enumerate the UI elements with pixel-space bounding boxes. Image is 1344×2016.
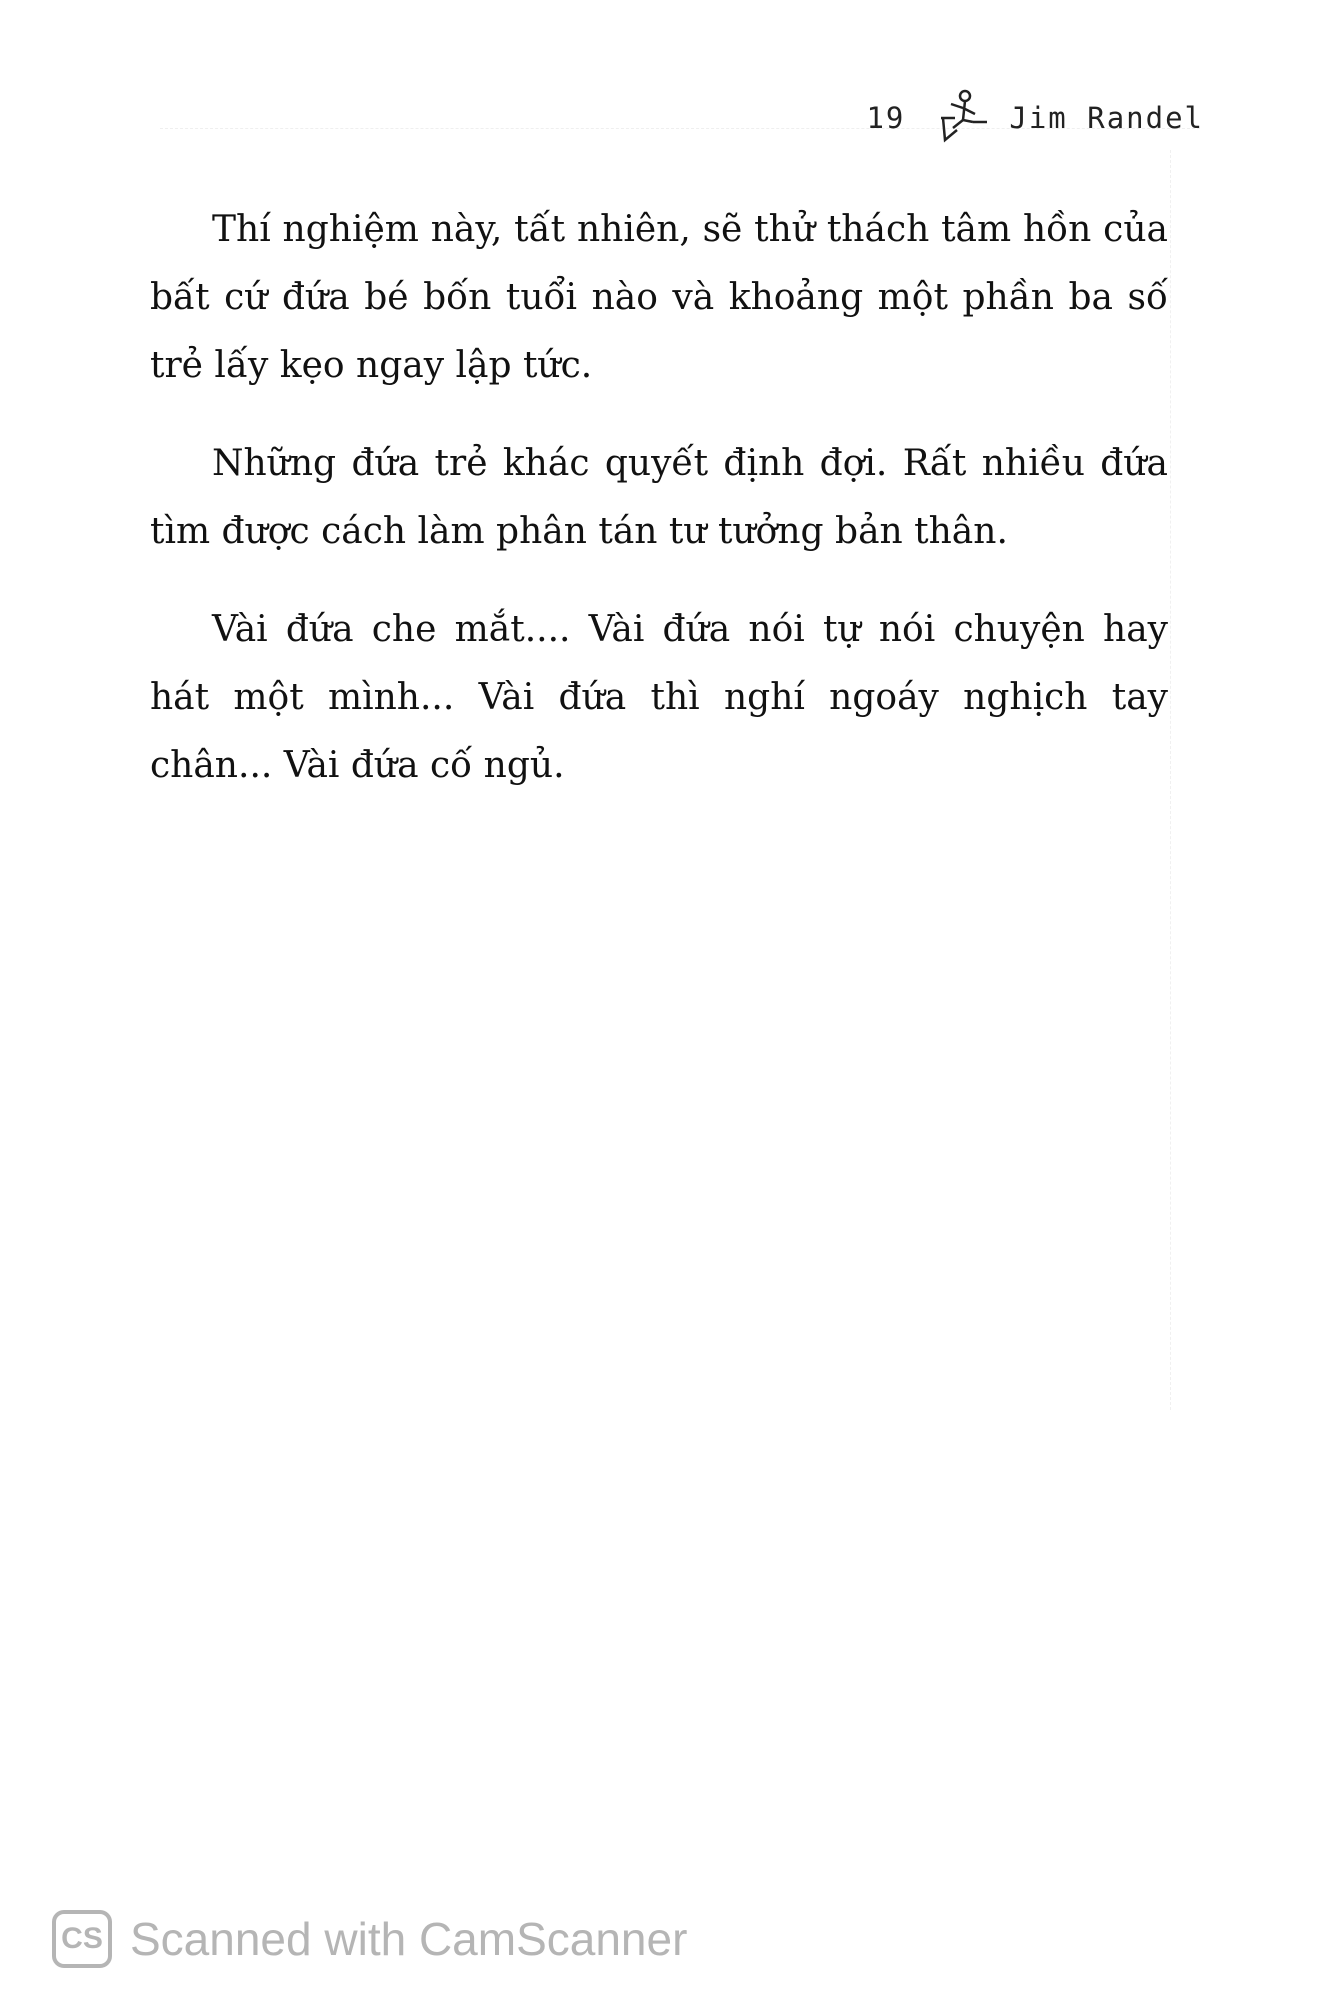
stick-figure-icon — [931, 88, 991, 148]
running-header — [866, 88, 1204, 148]
paragraph: Thí nghiệm này, tất nhiên, sẽ thử thách tâm hồn của bất cứ đứa bé bốn tuổi nào và khoảng một phần ba số trẻ lấy kẹo ngay lập tức. — [150, 209, 1168, 386]
scan-edge-right — [1170, 150, 1171, 1410]
body-text — [150, 196, 1168, 830]
watermark-text: Scanned with CamScanner — [130, 1913, 688, 1965]
author-name: Jim Randel — [1009, 101, 1204, 135]
page-number: 19 — [866, 101, 906, 135]
paragraph: Những đứa trẻ khác quyết định đợi. Rất nhiều đứa tìm được cách làm phân tán tư tưởng bản thân. — [150, 443, 1168, 552]
camscanner-watermark — [52, 1910, 687, 1968]
camscanner-logo-icon: CS — [52, 1910, 112, 1968]
paragraph: Vài đứa che mắt.... Vài đứa nói tự nói chuyện hay hát một mình... Vài đứa thì nghí ngoáy nghịch tay chân... Vài đứa cố ngủ. — [150, 609, 1168, 786]
